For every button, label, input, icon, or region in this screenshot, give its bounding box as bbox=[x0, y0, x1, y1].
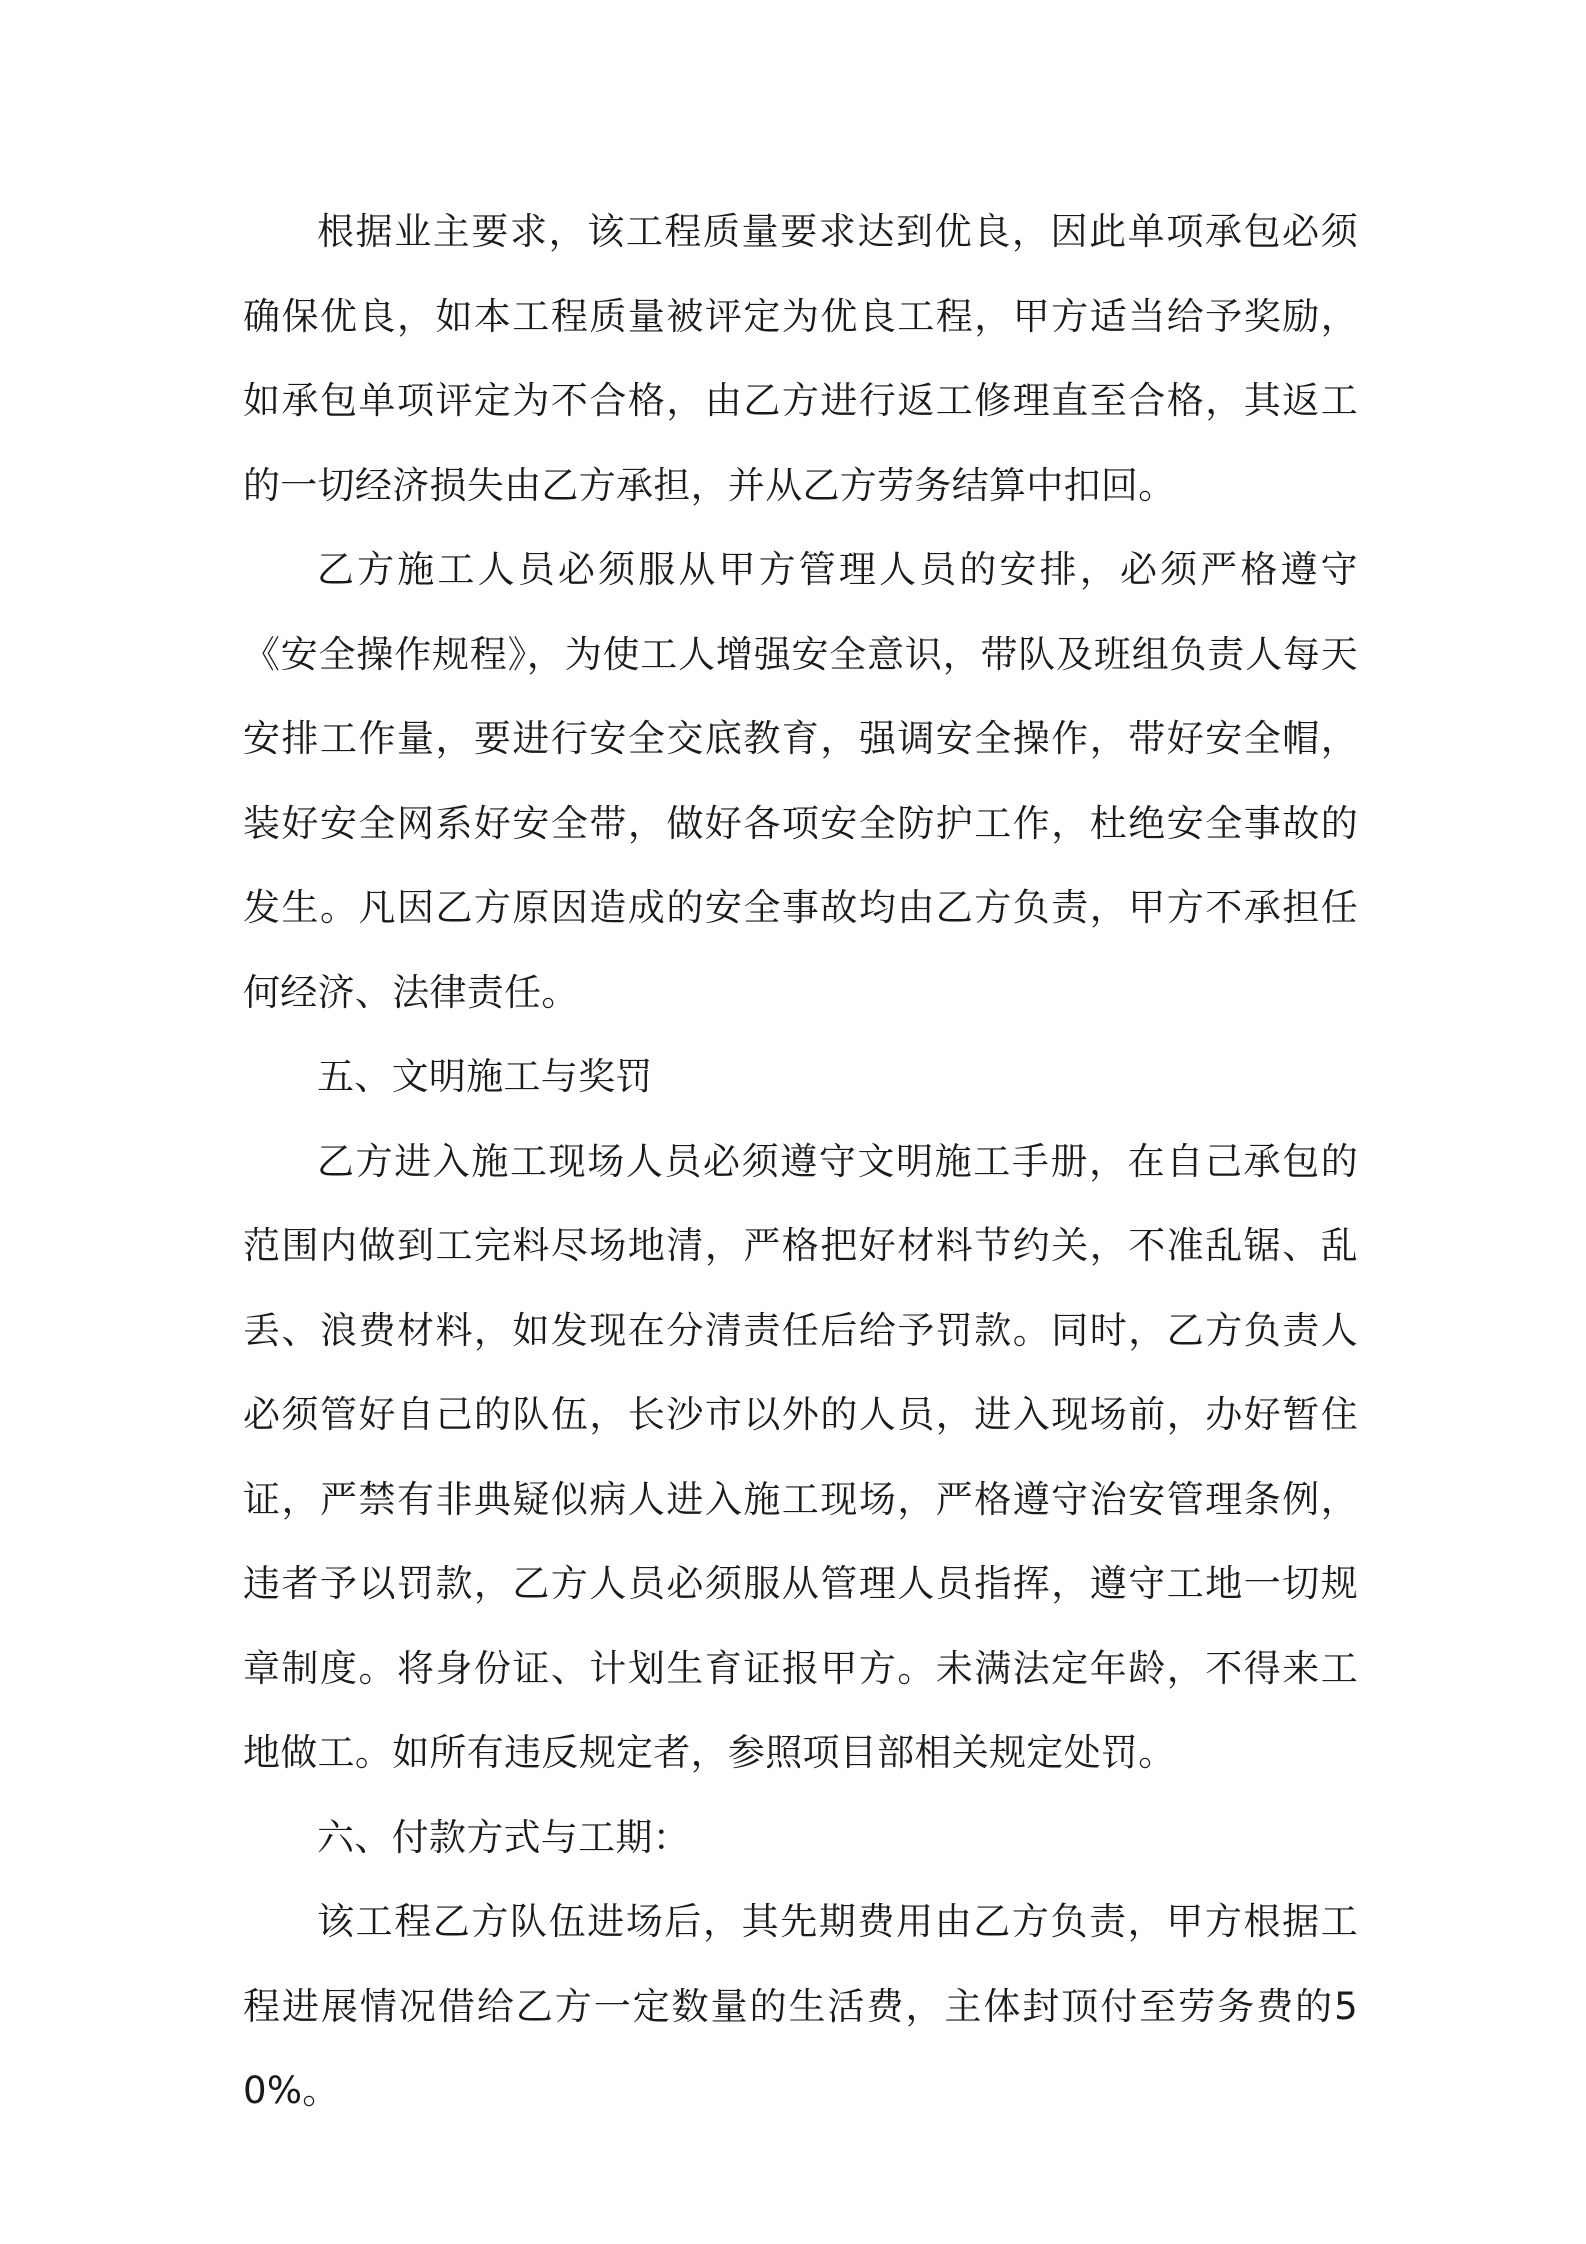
paragraph-safety: 乙方施工人员必须服从甲方管理人员的安排，必须严格遵守《安全操作规程》，为使工人增强安全意识，带队及班组负责人每天安排工作量，要进行安全交底教育，强调安全操作，带好安全帽，装好安全网系好安全带，做好各项安全防护工作，杜绝安全事故的发生。凡因乙方原因造成的安全事故均由乙方负责，甲方不承担任何经济、法律责任。 bbox=[243, 548, 1358, 1014]
paragraph-quality: 根据业主要求，该工程质量要求达到优良，因此单项承包必须确保优良，如本工程质量被评定为优良工程，甲方适当给予奖励，如承包单项评定为不合格，由乙方进行返工修理直至合格，其返工的一切经济损失由乙方承担，并从乙方劳务结算中扣回。 bbox=[243, 210, 1358, 507]
paragraph-civilized-construction: 乙方进入施工现场人员必须遵守文明施工手册，在自己承包的范围内做到工完料尽场地清，严格把好材料节约关，不准乱锯、乱丢、浪费材料，如发现在分清责任后给予罚款。同时，乙方负责人必须管好自己的队伍，长沙市以外的人员，进入现场前，办好暂住证，严禁有非典疑似病人进入施工现场，严格遵守治安管理条例，违者予以罚款，乙方人员必须服从管理人员指挥，遵守工地一切规章制度。将身份证、计划生育证报甲方。未满法定年龄，不得来工地做工。如所有违反规定者，参照项目部相关规定处罚。 bbox=[243, 1139, 1358, 1774]
paragraph-payment: 该工程乙方队伍进场后，其先期费用由乙方负责，甲方根据工程进展情况借给乙方一定数量的生活费，主体封顶付至劳务费的50%。 bbox=[243, 1900, 1358, 2112]
document-page bbox=[243, 190, 1358, 2134]
section-heading-civilized-construction: 五、文明施工与奖罚 bbox=[317, 1055, 653, 1098]
section-heading-payment: 六、付款方式与工期： bbox=[317, 1815, 690, 1859]
